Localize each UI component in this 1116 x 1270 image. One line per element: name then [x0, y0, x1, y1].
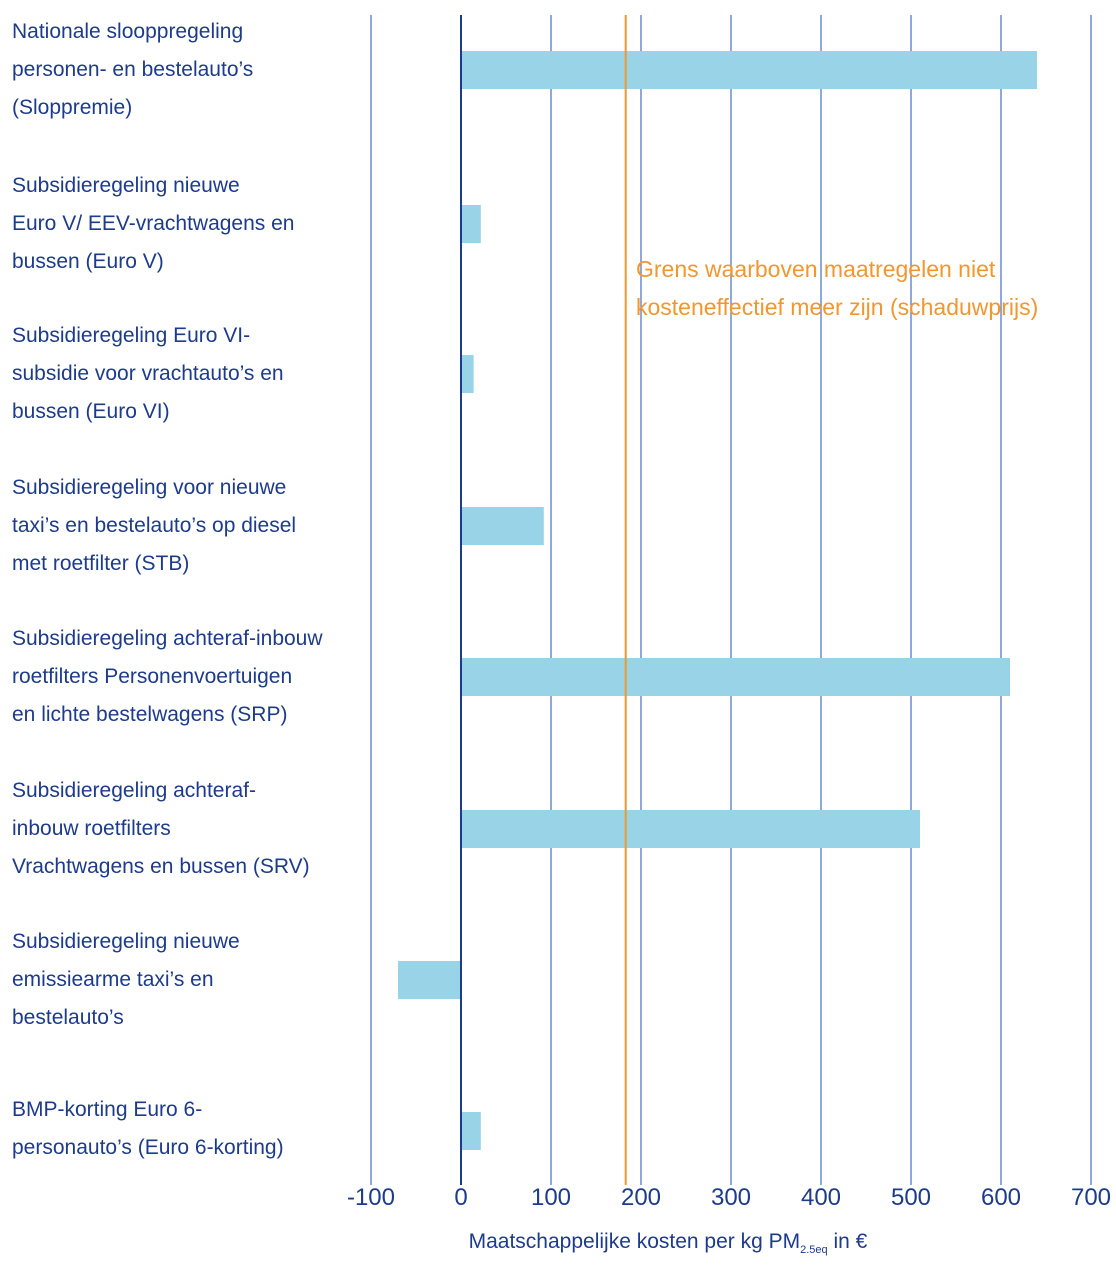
category-label-1-line-0: Subsidieregeling nieuwe — [12, 174, 240, 197]
bar-7 — [461, 1112, 481, 1150]
category-label-5-line-1: inbouw roetfilters — [12, 817, 171, 840]
category-label-6-line-1: emissiearme taxi’s en — [12, 968, 214, 991]
x-tick-label-7: 600 — [980, 1184, 1022, 1211]
x-axis-label-suffix: in € — [827, 1230, 868, 1253]
category-label-4-line-2: en lichte bestelwagens (SRP) — [12, 703, 288, 726]
x-axis-label-subscript: 2.5eq — [800, 1244, 828, 1257]
category-label-7 — [12, 1091, 362, 1167]
category-label-5 — [12, 772, 362, 886]
category-label-0 — [12, 13, 362, 127]
x-tick-label-8: 700 — [1070, 1184, 1112, 1211]
bar-3 — [461, 507, 544, 545]
bars — [398, 51, 1037, 1150]
category-label-3 — [12, 469, 362, 583]
category-label-3-line-0: Subsidieregeling voor nieuwe — [12, 476, 287, 499]
category-label-7-line-0: BMP-korting Euro 6- — [12, 1098, 203, 1121]
bar-4 — [461, 658, 1010, 696]
category-label-2-line-1: subsidie voor vrachtauto’s en — [12, 362, 284, 385]
category-label-6-line-2: bestelauto’s — [12, 1006, 124, 1029]
category-label-1-line-2: bussen (Euro V) — [12, 250, 164, 273]
x-tick-label-3: 200 — [620, 1184, 662, 1211]
x-tick-label-0: -100 — [346, 1184, 396, 1211]
category-label-1 — [12, 167, 362, 281]
threshold-label-line1: Grens waarboven maatregelen niet — [636, 256, 996, 282]
threshold-annotation — [636, 250, 1106, 326]
bar-5 — [461, 810, 920, 848]
category-label-0-line-2: (Sloppremie) — [12, 96, 133, 119]
threshold-label-line2: kosteneffectief meer zijn (schaduwprijs) — [636, 294, 1039, 320]
category-label-3-line-2: met roetfilter (STB) — [12, 552, 190, 575]
category-label-7-line-1: personauto’s (Euro 6-korting) — [12, 1136, 284, 1159]
x-tick-label-4: 300 — [710, 1184, 752, 1211]
category-label-2 — [12, 317, 362, 431]
category-label-2-line-2: bussen (Euro VI) — [12, 400, 170, 423]
x-tick-label-1: 0 — [454, 1184, 468, 1211]
category-label-6-line-0: Subsidieregeling nieuwe — [12, 930, 240, 953]
category-label-6 — [12, 923, 362, 1037]
bar-6 — [398, 961, 461, 999]
x-axis-label-text: Maatschappelijke kosten per kg PM — [468, 1230, 801, 1253]
category-label-5-line-2: Vrachtwagens en bussen (SRV) — [12, 855, 310, 878]
bar-2 — [461, 355, 474, 393]
category-label-1-line-1: Euro V/ EEV-vrachtwagens en — [12, 212, 295, 235]
gridlines — [371, 15, 1091, 1185]
category-label-5-line-0: Subsidieregeling achteraf- — [12, 779, 256, 802]
category-label-0-line-0: Nationale slooppregeling — [12, 20, 244, 43]
category-label-4 — [12, 620, 362, 734]
x-tick-label-6: 500 — [890, 1184, 932, 1211]
category-label-4-line-0: Subsidieregeling achteraf-inbouw — [12, 627, 323, 650]
category-label-3-line-1: taxi’s en bestelauto’s op diesel — [12, 514, 297, 537]
bar-1 — [461, 205, 481, 243]
category-label-2-line-0: Subsidieregeling Euro VI- — [12, 324, 251, 347]
x-tick-labels — [347, 1184, 1111, 1211]
x-tick-label-5: 400 — [800, 1184, 842, 1211]
category-label-4-line-1: roetfilters Personenvoertuigen — [12, 665, 293, 688]
x-axis-label — [0, 1230, 1116, 1256]
category-label-0-line-1: personen- en bestelauto’s — [12, 58, 254, 81]
x-tick-label-2: 100 — [530, 1184, 572, 1211]
bar-0 — [461, 51, 1037, 89]
